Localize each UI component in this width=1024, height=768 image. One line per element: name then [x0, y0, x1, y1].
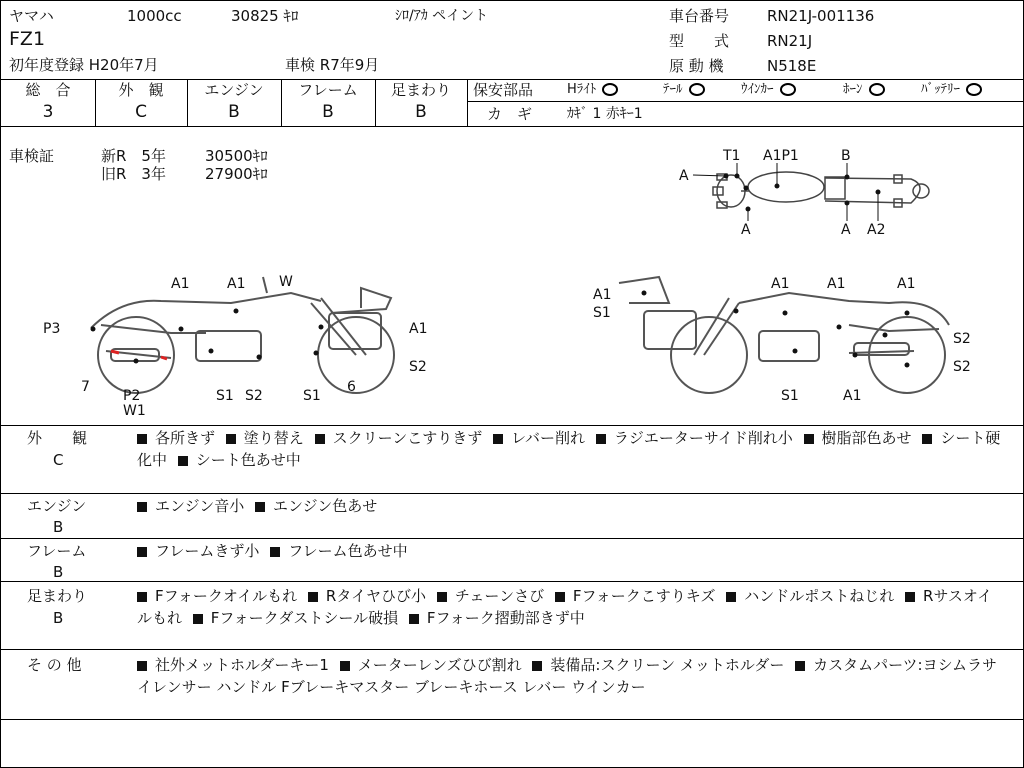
engine-value: N518E [767, 57, 817, 75]
label-a1-right-3: A1 [827, 276, 846, 292]
label-w: W [279, 274, 293, 290]
label-s1-right-2: S1 [781, 388, 799, 404]
label-7: 7 [81, 379, 90, 395]
label-a1-left-2: A1 [227, 276, 246, 292]
label-a1-right-2: A1 [771, 276, 790, 292]
label-s1-right-1: S1 [593, 305, 611, 321]
cert-new-value: 30500ｷﾛ [205, 147, 268, 165]
safety-item-battery: ﾊﾞｯﾃﾘｰ [921, 81, 982, 99]
score-frame: B [322, 102, 334, 122]
note-grade-suspension: B [53, 609, 64, 627]
label-p2: P2 [123, 388, 141, 404]
note-grade-engine: B [53, 518, 64, 536]
label-a1p1: A1P1 [763, 148, 799, 164]
keys-label: カ ギ [487, 105, 533, 123]
label-a1-left-1: A1 [171, 276, 190, 292]
safety-item-tail: ﾃｰﾙ [663, 81, 705, 99]
score-total: 3 [42, 102, 54, 122]
score-engine: B [228, 102, 240, 122]
label-s2-right-2: S2 [953, 359, 971, 375]
score-header-suspension: 足まわり [390, 81, 451, 99]
safety-item-winker: ｳｲﾝｶｰ [741, 81, 796, 99]
note-title-engine: エンジン [27, 497, 87, 515]
frame-no: RN21J-001136 [767, 7, 875, 25]
label-a1-right-5: A1 [843, 388, 862, 404]
maker: ヤマハ [9, 7, 54, 25]
note-items-frame: フレームきず小 フレーム色あせ中 [137, 540, 1007, 562]
note-items-engine: エンジン音小 エンジン色あせ [137, 495, 1007, 517]
label-a-top-1: A [679, 168, 689, 184]
frame-no-label: 車台番号 [669, 7, 730, 25]
label-s1-left-2: S1 [303, 388, 321, 404]
label-s2-left-1: S2 [409, 359, 427, 375]
cert-new-label: 新R 5年 [101, 147, 166, 165]
label-s2-left-2: S2 [245, 388, 263, 404]
note-items-exterior: 各所きず 塗り替え スクリーンこすりきず レバー削れ ラジエーターサイド削れ小 樹脂部色あせ シート硬化中 シート色あせ中 [137, 429, 1001, 469]
score-header-frame: フレーム [298, 81, 358, 99]
note-title-suspension: 足まわり [27, 587, 88, 605]
type-label: 型 式 [669, 32, 730, 50]
label-s1-left-1: S1 [216, 388, 234, 404]
mileage: 30825 ｷﾛ [231, 7, 299, 25]
label-a-top-3: A [841, 222, 851, 238]
cert-old-value: 27900ｷﾛ [205, 165, 268, 183]
type-value: RN21J [767, 32, 813, 50]
label-w1: W1 [123, 403, 146, 419]
cert-old-label: 旧R 3年 [101, 165, 166, 183]
score-header-engine: エンジン [204, 81, 264, 99]
label-s2-right-1: S2 [953, 331, 971, 347]
motorcycle-top-view [671, 141, 961, 241]
label-a1-right-4: A1 [897, 276, 916, 292]
note-items-suspension: Fフォークオイルもれ Rタイヤひび小 チェーンさび Fフォークこすりキズ ハンドルポストねじれ Rサスオイルもれ Fフォークダストシール破損 Fフォーク摺動部きず中 [137, 587, 993, 627]
note-items-other: 社外メットホルダーキー1 メーターレンズひび割れ 装備品:スクリーン メットホルダー カスタムパーツ:ヨシムラサイレンサー ハンドル Fブレーキマスター ブレーキホース レバー ウインカー [137, 656, 997, 696]
label-6: 6 [347, 379, 356, 395]
safety-item-horn: ﾎｰﾝ [843, 81, 885, 99]
note-grade-exterior: C [53, 451, 64, 469]
label-a1-right-1: A1 [593, 287, 612, 303]
displacement: 1000cc [127, 7, 182, 25]
label-b: B [841, 148, 851, 164]
score-header-total: 総 合 [25, 81, 71, 99]
motorcycle-left-view [31, 263, 451, 423]
score-exterior: C [135, 102, 147, 122]
model-name: FZ1 [9, 28, 46, 50]
engine-label: 原 動 機 [669, 57, 724, 75]
label-a1-left-3: A1 [409, 321, 428, 337]
label-p3: P3 [43, 321, 61, 337]
note-grade-frame: B [53, 563, 64, 581]
note-title-frame: フレーム [27, 542, 87, 560]
first-registration: 初年度登録 H20年7月 [9, 56, 159, 74]
safety-item-headlight: Hﾗｲﾄ [567, 81, 618, 99]
keys-value: ｶｷﾞ 1 赤ｷｰ1 [567, 106, 643, 122]
note-title-other: そ の 他 [27, 656, 82, 674]
score-header-exterior: 外 観 [118, 81, 164, 99]
label-a2: A2 [867, 222, 886, 238]
label-a-top-2: A [741, 222, 751, 238]
motorcycle-right-view [589, 263, 989, 423]
safety-label: 保安部品 [473, 81, 534, 99]
score-suspension: B [415, 102, 427, 122]
note-title-exterior: 外 観 [27, 429, 88, 447]
color: ｼﾛ/ｱｶ ペイント [395, 8, 489, 24]
label-t1: T1 [723, 148, 741, 164]
cert-label: 車検証 [9, 147, 55, 165]
inspection-date: 車検 R7年9月 [285, 56, 380, 74]
